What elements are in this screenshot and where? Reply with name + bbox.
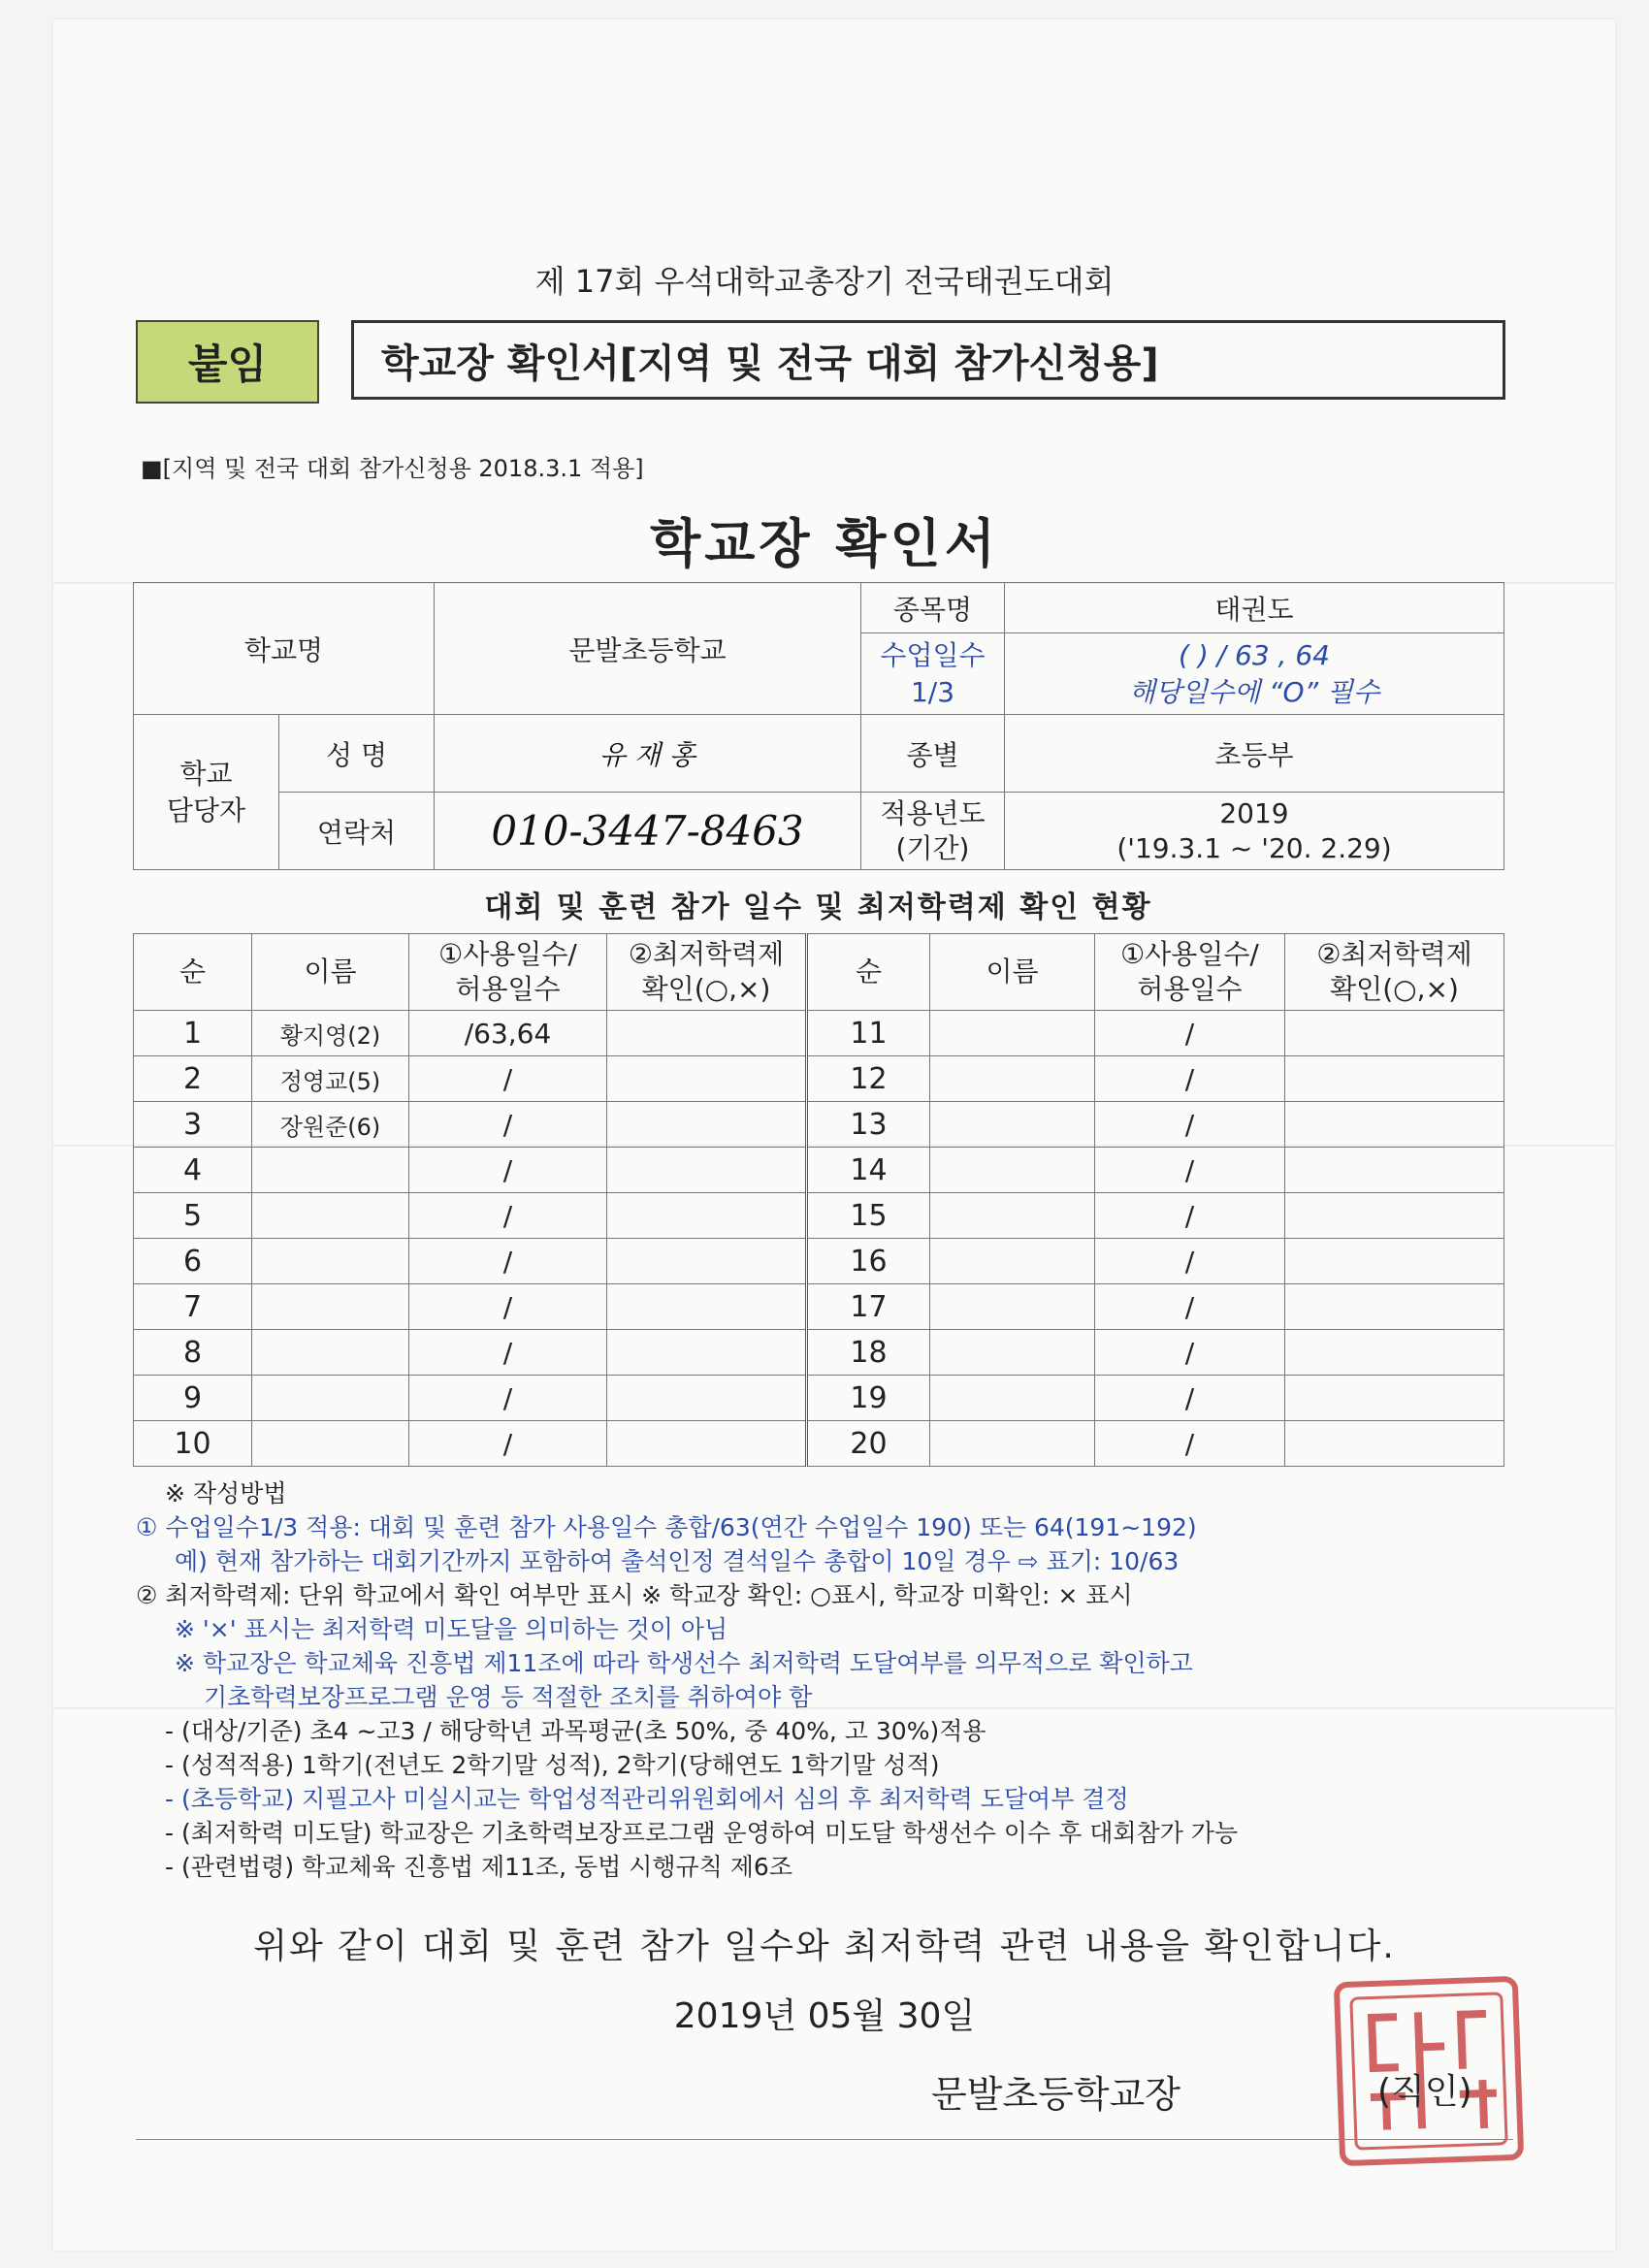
check-cell xyxy=(607,1102,807,1148)
table-row xyxy=(134,1284,1504,1330)
check-cell xyxy=(1285,1148,1504,1193)
used-days: / xyxy=(1095,1330,1285,1376)
athlete-name xyxy=(252,1330,409,1376)
divider xyxy=(136,2139,1513,2140)
row-number: 17 xyxy=(807,1284,930,1330)
row-number: 12 xyxy=(807,1056,930,1102)
table-row xyxy=(134,1193,1504,1239)
row-number: 14 xyxy=(807,1148,930,1193)
issue-date: 2019년 05월 30일 xyxy=(673,1996,976,2036)
used-days: / xyxy=(1095,1148,1285,1193)
row-number: 3 xyxy=(134,1102,252,1148)
staff-label-1: 학교 xyxy=(179,757,233,790)
row-number: 6 xyxy=(134,1239,252,1284)
used-days: / xyxy=(1095,1376,1285,1421)
used-days: / xyxy=(1095,1239,1285,1284)
table-row xyxy=(134,1148,1504,1193)
header-days-sub: 허용일수 xyxy=(1137,973,1243,1005)
note-2-remark: ※ '×' 표시는 최저학력 미도달을 의미하는 것이 아님 xyxy=(175,1615,728,1643)
detail-item: - (성적적용) 1학기(전년도 2학기말 성적), 2학기(당해연도 1학기말 성적) xyxy=(165,1751,940,1779)
check-cell xyxy=(1285,1330,1504,1376)
participation-table xyxy=(133,933,1504,1467)
athlete-name xyxy=(252,1421,409,1467)
class-days-note: 해당일수에 “O” 필수 xyxy=(1128,675,1380,708)
check-cell xyxy=(607,1148,807,1193)
header-days-sub: 허용일수 xyxy=(455,973,561,1005)
header-check-sub: 확인(○,×) xyxy=(641,973,771,1005)
year-value: 2019 xyxy=(1219,796,1289,829)
row-number: 4 xyxy=(134,1148,252,1193)
athlete-name xyxy=(252,1239,409,1284)
athlete-name xyxy=(252,1284,409,1330)
note-2-remark: ※ 학교장은 학교체육 진흥법 제11조에 따라 학생선수 최저학력 도달여부를 의무적으로 확인하고 xyxy=(175,1649,1193,1677)
athlete-name xyxy=(930,1193,1095,1239)
attachment-badge: 붙임 xyxy=(136,320,319,404)
athlete-name xyxy=(252,1193,409,1239)
name-value-handwritten: 유 재 홍 xyxy=(435,715,861,793)
athlete-name xyxy=(252,1376,409,1421)
row-number: 11 xyxy=(807,1011,930,1056)
event-label: 종목명 xyxy=(861,583,1005,633)
check-cell xyxy=(607,1011,807,1056)
check-cell xyxy=(607,1284,807,1330)
row-number: 20 xyxy=(807,1421,930,1467)
used-days: / xyxy=(1095,1056,1285,1102)
used-days: / xyxy=(409,1102,607,1148)
athlete-name: 정영교(5) xyxy=(252,1056,409,1102)
athlete-name xyxy=(930,1330,1095,1376)
name-label: 성 명 xyxy=(279,715,435,793)
check-cell xyxy=(1285,1102,1504,1148)
athlete-name xyxy=(930,1284,1095,1330)
athlete-name xyxy=(930,1421,1095,1467)
class-days-label: 수업일수 xyxy=(880,638,986,671)
header-days: ①사용일수/ xyxy=(438,938,577,970)
used-days: / xyxy=(409,1148,607,1193)
note-2: ② 최저학력제: 단위 학교에서 확인 여부만 표시 ※ 학교장 확인: ○표시, 학교장 미확인: × 표시 xyxy=(136,1581,1133,1609)
row-number: 2 xyxy=(134,1056,252,1102)
school-name: 문발초등학교 xyxy=(435,583,861,715)
header-order: 순 xyxy=(807,934,930,1011)
check-cell xyxy=(1285,1421,1504,1467)
header-check: ②최저학력제 xyxy=(628,938,785,970)
check-cell xyxy=(1285,1011,1504,1056)
seal-label: (직인) xyxy=(1377,2072,1472,2112)
header-days: ①사용일수/ xyxy=(1120,938,1259,970)
detail-item: - (대상/기준) 초4 ~고3 / 해당학년 과목평균(초 50%, 중 40%, 고 30%)적용 xyxy=(165,1717,986,1745)
class-days-ratio: 1/3 xyxy=(910,675,955,708)
header-check: ②최저학력제 xyxy=(1316,938,1472,970)
status-title: 대회 및 훈련 참가 일수 및 최저학력제 확인 현황 xyxy=(484,891,1152,924)
division-label: 종별 xyxy=(861,715,1005,793)
athlete-name: 황지영(2) xyxy=(252,1011,409,1056)
note-2-remark: 기초학력보장프로그램 운영 등 적절한 조치를 취하여야 함 xyxy=(204,1683,813,1711)
table-row xyxy=(134,1421,1504,1467)
row-number: 13 xyxy=(807,1102,930,1148)
used-days: / xyxy=(409,1284,607,1330)
athlete-name xyxy=(930,1148,1095,1193)
athlete-name: 장원준(6) xyxy=(252,1102,409,1148)
check-cell xyxy=(1285,1284,1504,1330)
table-row xyxy=(134,1102,1504,1148)
used-days: / xyxy=(1095,1284,1285,1330)
main-title: 학교장 확인서 xyxy=(650,513,999,574)
detail-item: - (최저학력 미도달) 학교장은 기초학력보장프로그램 운영하여 미도달 학생선수 이수 후 대회참가 가능 xyxy=(165,1819,1239,1847)
row-number: 7 xyxy=(134,1284,252,1330)
used-days: / xyxy=(409,1376,607,1421)
row-number: 9 xyxy=(134,1376,252,1421)
used-days: / xyxy=(409,1056,607,1102)
year-label-period: (기간) xyxy=(895,831,970,864)
header-check-sub: 확인(○,×) xyxy=(1330,973,1459,1005)
division-value: 초등부 xyxy=(1005,715,1504,793)
used-days: / xyxy=(1095,1421,1285,1467)
athlete-name xyxy=(930,1102,1095,1148)
athlete-name xyxy=(930,1056,1095,1102)
used-days: / xyxy=(409,1330,607,1376)
check-cell xyxy=(607,1239,807,1284)
check-cell xyxy=(607,1421,807,1467)
principal-signature-line: 문발초등학교장 xyxy=(931,2073,1180,2116)
note-1: ① 수업일수1/3 적용: 대회 및 훈련 참가 사용일수 총합/63(연간 수업일수 190) 또는 64(191~192) xyxy=(136,1513,1197,1541)
check-cell xyxy=(607,1376,807,1421)
athlete-name xyxy=(930,1239,1095,1284)
check-cell xyxy=(1285,1239,1504,1284)
used-days: / xyxy=(409,1239,607,1284)
table-row xyxy=(134,1056,1504,1102)
detail-item: - (초등학교) 지필고사 미실시교는 학업성적관리위원회에서 심의 후 최저학력 도달여부 결정 xyxy=(165,1785,1129,1813)
used-days: /63,64 xyxy=(409,1011,607,1056)
athlete-name xyxy=(252,1148,409,1193)
notes-heading: ※ 작성방법 xyxy=(165,1479,287,1507)
year-period: ('19.3.1 ~ '20. 2.29) xyxy=(1116,831,1392,864)
header-name: 이름 xyxy=(930,934,1095,1011)
writing-instructions xyxy=(136,1476,1523,1884)
used-days: / xyxy=(1095,1102,1285,1148)
note-1-example: 예) 현재 참가하는 대회기간까지 포함하여 출석인정 결석일수 총합이 10일 경우 ⇨ 표기: 10/63 xyxy=(175,1547,1180,1575)
used-days: / xyxy=(409,1193,607,1239)
athlete-name xyxy=(930,1011,1095,1056)
detail-item: - (관련법령) 학교체육 진흥법 제11조, 동법 시행규칙 제6조 xyxy=(165,1853,792,1881)
year-label: 적용년도 xyxy=(880,796,986,829)
row-number: 16 xyxy=(807,1239,930,1284)
used-days: / xyxy=(1095,1193,1285,1239)
check-cell xyxy=(607,1193,807,1239)
row-number: 10 xyxy=(134,1421,252,1467)
row-number: 15 xyxy=(807,1193,930,1239)
table-row xyxy=(134,1330,1504,1376)
contact-value-handwritten: 010-3447-8463 xyxy=(435,793,861,870)
used-days: / xyxy=(409,1421,607,1467)
form-note: ■[지역 및 전국 대회 참가신청용 2018.3.1 적용] xyxy=(141,455,644,482)
class-days-value: ( ) / 63 , 64 xyxy=(1179,638,1330,671)
header-name: 이름 xyxy=(252,934,409,1011)
info-table xyxy=(133,582,1504,870)
used-days: / xyxy=(1095,1011,1285,1056)
event-value: 태권도 xyxy=(1005,583,1504,633)
event-title: 제 17회 우석대학교총장기 전국태권도대회 xyxy=(534,263,1115,300)
school-label: 학교명 xyxy=(134,583,435,715)
contact-label: 연락처 xyxy=(279,793,435,870)
row-number: 5 xyxy=(134,1193,252,1239)
check-cell xyxy=(1285,1376,1504,1421)
check-cell xyxy=(1285,1056,1504,1102)
athlete-name xyxy=(930,1376,1095,1421)
table-row xyxy=(134,1011,1504,1056)
document-title: 학교장 확인서[지역 및 전국 대회 참가신청용] xyxy=(351,320,1505,400)
header-order: 순 xyxy=(134,934,252,1011)
check-cell xyxy=(607,1056,807,1102)
confirmation-text: 위와 같이 대회 및 훈련 참가 일수와 최저학력 관련 내용을 확인합니다. xyxy=(253,1927,1396,1966)
table-row xyxy=(134,1239,1504,1284)
row-number: 18 xyxy=(807,1330,930,1376)
check-cell xyxy=(1285,1193,1504,1239)
row-number: 19 xyxy=(807,1376,930,1421)
row-number: 8 xyxy=(134,1330,252,1376)
row-number: 1 xyxy=(134,1011,252,1056)
table-row xyxy=(134,1376,1504,1421)
check-cell xyxy=(607,1330,807,1376)
staff-label-2: 담당자 xyxy=(166,794,246,826)
